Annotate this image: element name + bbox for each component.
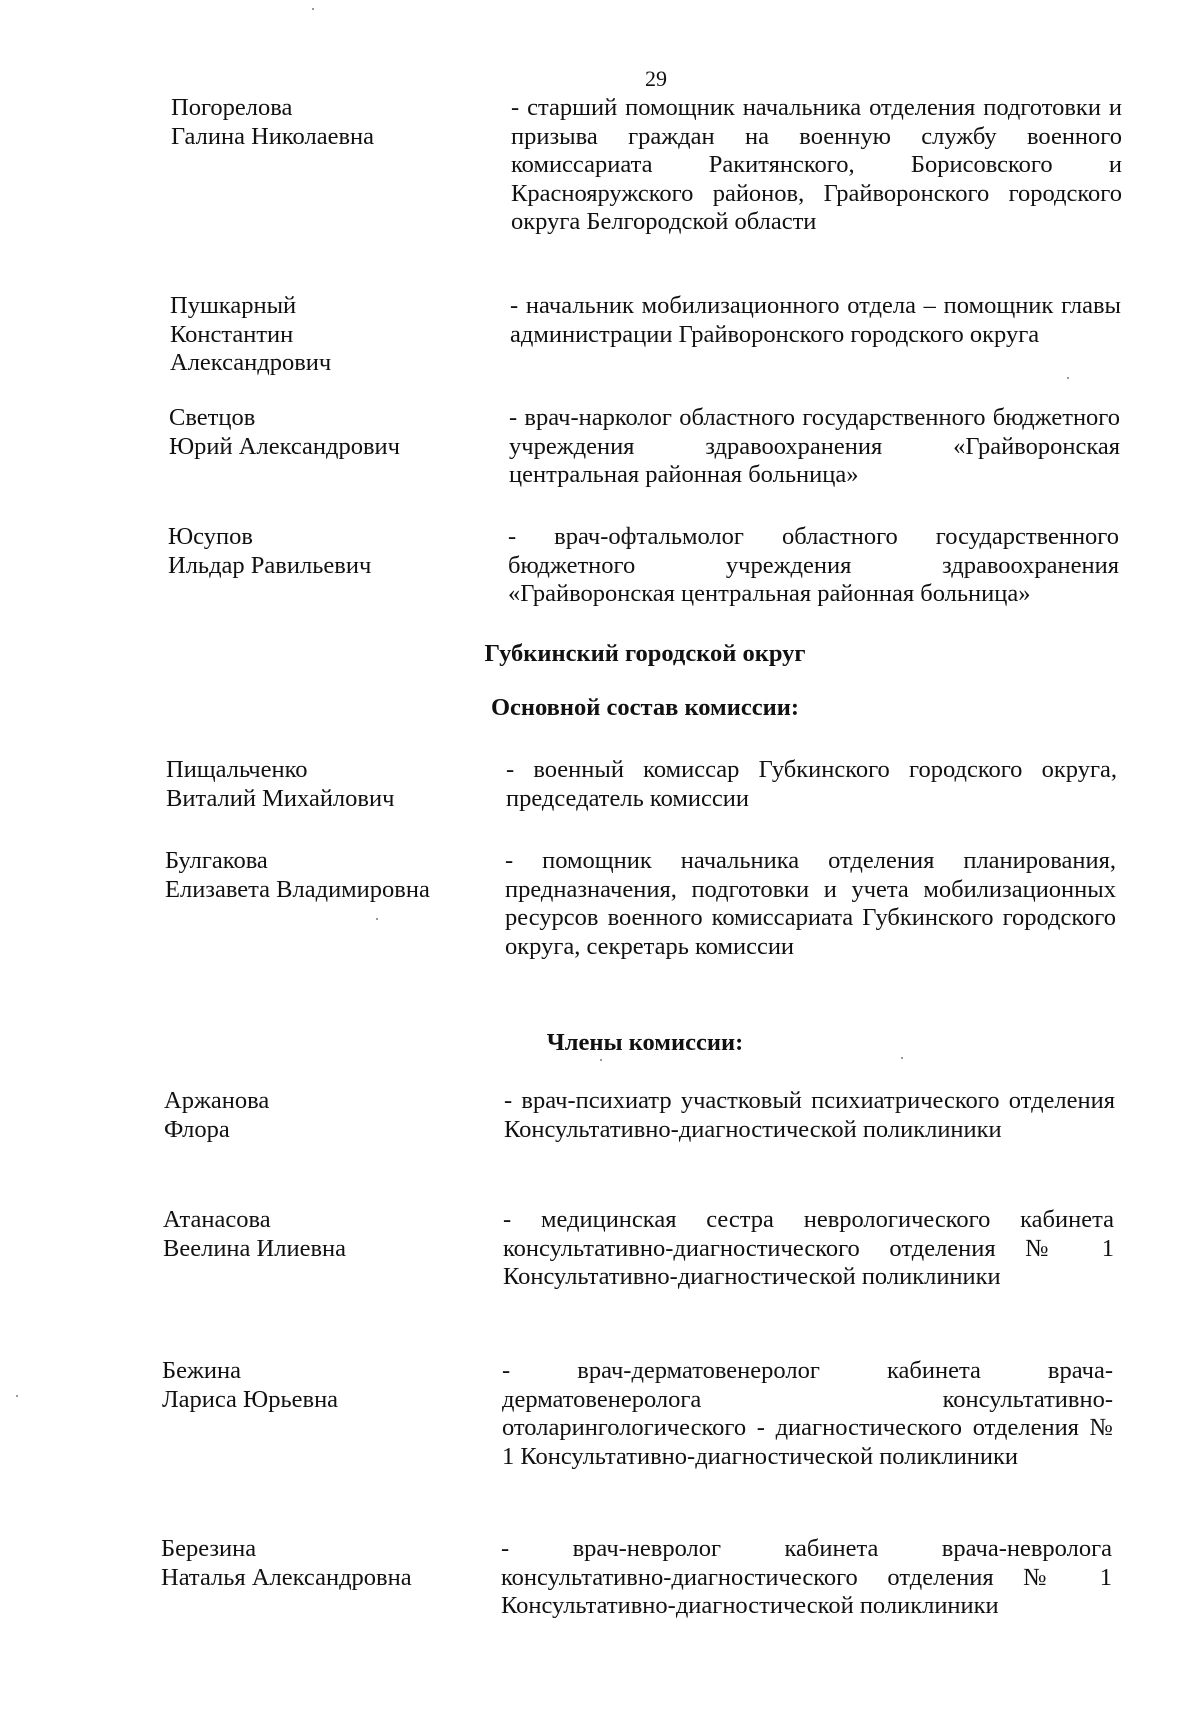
member-name	[166, 756, 506, 813]
member-role: - помощник начальника отделения планирования, предназначения, подготовки и учета мобилизационных ресурсов военного комиссариата Губкинского городского округа, секретарь комиссии	[505, 847, 1116, 960]
member-surname: Погорелова	[171, 94, 293, 121]
member-given-name: Флора	[164, 1115, 230, 1143]
member-name	[164, 1087, 504, 1144]
scan-speck	[1067, 377, 1069, 379]
member-surname: Бежина	[162, 1357, 241, 1384]
member-surname: Пищальченко	[166, 756, 308, 783]
member-surname: Светцов	[169, 404, 256, 431]
member-role: - врач-офтальмолог областного государственного бюджетного учреждения здравоохранения «Грайворонская центральная районная больница»	[508, 523, 1119, 607]
member-name	[168, 523, 508, 609]
page-number: 29	[645, 66, 667, 91]
member-surname: Юсупов	[168, 523, 253, 550]
list-item	[171, 94, 1122, 237]
member-role: - врач-психиатр участковый психиатрического отделения Консультативно-диагностической поликлиники	[504, 1087, 1115, 1143]
member-given-name: Елизавета Владимировна	[165, 875, 430, 903]
member-name	[165, 847, 505, 961]
member-role: - старший помощник начальника отделения подготовки и призыва граждан на военную службу военного комиссариата Ракитянского, Борисовского и Краснояружского районов, Грайворонского городского округа Белгородской области	[511, 94, 1122, 235]
member-given-name: Юрий Александрович	[169, 432, 400, 460]
member-name	[163, 1206, 503, 1292]
scan-speck	[600, 1059, 602, 1061]
member-given-name: Виталий Михайлович	[166, 784, 395, 812]
scan-speck	[312, 8, 314, 10]
member-surname: Березина	[161, 1535, 257, 1562]
member-name	[171, 94, 511, 237]
member-role: - врач-нарколог областного государственного бюджетного учреждения здравоохранения «Грайворонская центральная районная больница»	[509, 404, 1120, 488]
member-given-name: Галина Николаевна	[171, 122, 375, 150]
list-item	[165, 847, 1116, 961]
member-name	[170, 292, 510, 378]
main-composition-heading: Основной состав комиссии:	[491, 694, 799, 721]
member-surname: Пушкарный	[170, 292, 297, 319]
member-role: - начальник мобилизационного отдела – помощник главы администрации Грайворонского городского округа	[510, 292, 1121, 348]
member-role: - врач-дерматовенеролог кабинета врача-дерматовенеролога консультативно-отоларингологического - диагностического отделения № 1 Консультативно-диагностической поликлиники	[502, 1357, 1113, 1470]
list-item	[168, 523, 1119, 609]
member-role: - военный комиссар Губкинского городского округа, председатель комиссии	[506, 756, 1117, 812]
member-surname: Атанасова	[163, 1206, 271, 1233]
member-role: - медицинская сестра неврологического кабинета консультативно-диагностического отделения № 1 Консультативно-диагностической поликлиники	[503, 1206, 1114, 1290]
list-item	[162, 1357, 1113, 1471]
district-heading: Губкинский городской округ	[484, 640, 806, 667]
scan-speck	[901, 1057, 903, 1059]
scan-speck	[376, 918, 378, 920]
list-item	[170, 292, 1121, 378]
scan-speck	[16, 1395, 18, 1397]
member-given-name: Веелина Илиевна	[163, 1234, 346, 1262]
member-role: - врач-невролог кабинета врача-невролога консультативно-диагностического отделения № 1 Консультативно-диагностической поликлиники	[501, 1535, 1112, 1619]
list-item	[169, 404, 1120, 490]
member-name	[161, 1535, 501, 1621]
member-given-name: Лариса Юрьевна	[162, 1385, 339, 1413]
list-item	[166, 756, 1117, 813]
member-name	[162, 1357, 502, 1471]
member-surname: Аржанова	[164, 1087, 270, 1114]
member-surname: Булгакова	[165, 847, 268, 874]
list-item	[163, 1206, 1114, 1292]
list-item	[161, 1535, 1112, 1621]
list-item	[164, 1087, 1115, 1144]
member-given-name: Наталья Александровна	[161, 1563, 412, 1591]
member-patronymic: Александрович	[170, 349, 332, 376]
member-given-name: Ильдар Равильевич	[168, 551, 372, 579]
member-given-name: Константин	[170, 320, 294, 348]
member-name	[169, 404, 509, 490]
members-heading: Члены комиссии:	[546, 1029, 744, 1056]
